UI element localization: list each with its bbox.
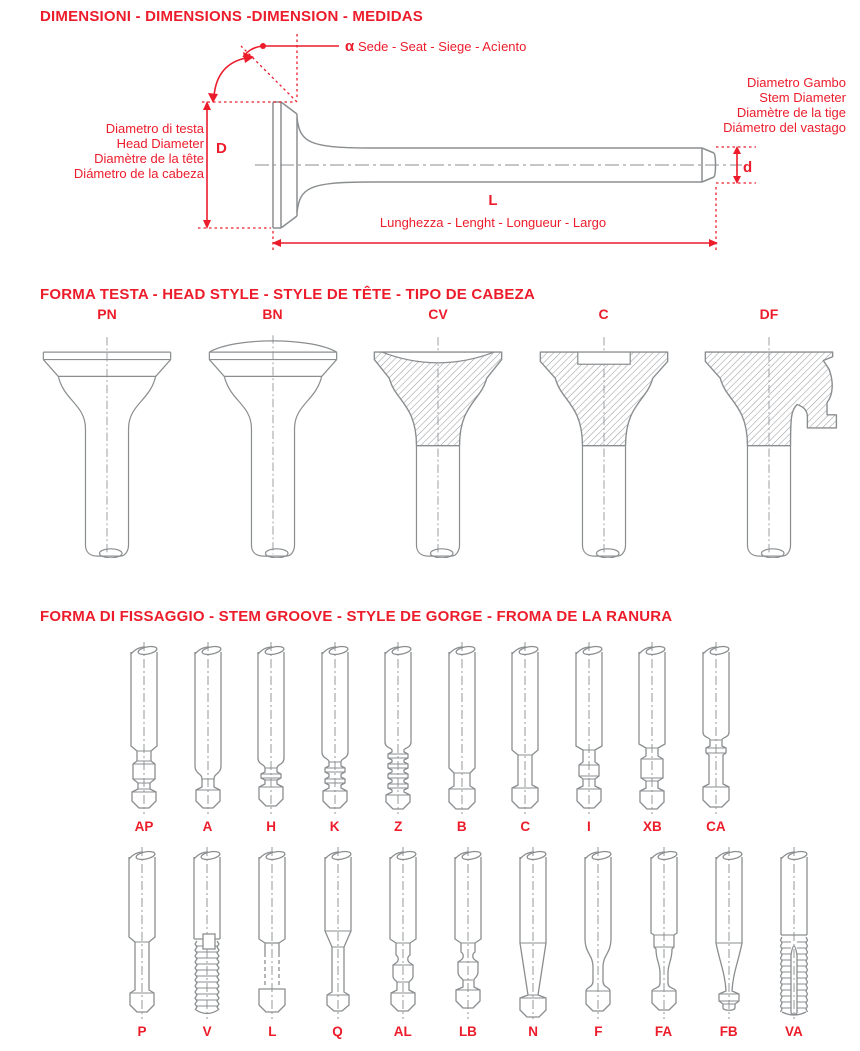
stem-groove-label-a: A bbox=[202, 819, 213, 834]
stem-groove-figure-z bbox=[368, 640, 428, 834]
head-style-c-drawing bbox=[529, 324, 679, 558]
head-style-df-drawing bbox=[694, 324, 844, 558]
length-label: Lunghezza - Lenght - Longueur - Largo bbox=[379, 215, 607, 230]
head-style-label-df: DF bbox=[759, 306, 779, 322]
stem-groove-a-drawing bbox=[178, 640, 238, 816]
stem-groove-label-n: N bbox=[528, 1024, 538, 1039]
seat-leader-dot bbox=[260, 43, 266, 49]
stem-groove-label-p: P bbox=[137, 1024, 147, 1039]
stem-groove-ap-drawing bbox=[114, 640, 174, 816]
stem-groove-label-al: AL bbox=[393, 1024, 412, 1039]
length-symbol: L bbox=[488, 192, 498, 209]
stem-groove-label-l: L bbox=[268, 1024, 277, 1039]
seat-angle-symbol: α bbox=[345, 38, 355, 55]
stem-groove-label-fa: FA bbox=[654, 1024, 673, 1039]
stem-groove-label-v: V bbox=[202, 1024, 212, 1039]
stem-groove-ca-drawing bbox=[686, 640, 746, 816]
stem-groove-section-title: FORMA DI FISSAGGIO - STEM GROOVE - STYLE DE GORGE - FROMA DE LA RANURA bbox=[40, 608, 673, 625]
stem-groove-lb-drawing bbox=[438, 845, 498, 1021]
stem-groove-l-drawing bbox=[242, 845, 302, 1021]
stem-groove-label-k: K bbox=[329, 819, 340, 834]
stem-groove-n-drawing bbox=[503, 845, 563, 1021]
valve-dimension-drawing bbox=[0, 0, 860, 262]
stem-groove-b-drawing bbox=[432, 640, 492, 816]
stem-diameter-line-1: Diametro Gambo bbox=[747, 75, 846, 90]
head-diameter-line-4: Diámetro de la cabeza bbox=[73, 166, 204, 181]
head-style-figure-c bbox=[529, 306, 679, 558]
head-style-cv-drawing bbox=[363, 324, 513, 558]
stem-groove-label-c: C bbox=[520, 819, 531, 834]
stem-groove-label-f: F bbox=[594, 1024, 603, 1039]
head-style-label-bn: BN bbox=[262, 306, 283, 322]
stem-groove-figure-lb bbox=[438, 845, 498, 1039]
stem-groove-figure-ca bbox=[686, 640, 746, 834]
stem-groove-fa-drawing bbox=[634, 845, 694, 1021]
head-style-section-title: FORMA TESTA - HEAD STYLE - STYLE DE TÊTE - TIPO DE CABEZA bbox=[40, 286, 536, 303]
stem-groove-figure-l bbox=[242, 845, 302, 1039]
stem-groove-c-drawing bbox=[495, 640, 555, 816]
stem-groove-label-b: B bbox=[456, 819, 467, 834]
stem-groove-label-z: Z bbox=[394, 819, 403, 834]
stem-groove-h-drawing bbox=[241, 640, 301, 816]
stem-groove-label-ap: AP bbox=[134, 819, 154, 834]
head-style-figure-cv bbox=[363, 306, 513, 558]
stem-groove-row-1 bbox=[114, 640, 746, 834]
stem-groove-label-h: H bbox=[266, 819, 276, 834]
head-style-figure-pn bbox=[32, 306, 182, 558]
head-style-label-pn: PN bbox=[97, 306, 117, 322]
stem-groove-label-lb: LB bbox=[458, 1024, 477, 1039]
stem-groove-label-xb: XB bbox=[642, 819, 662, 834]
stem-groove-figure-f bbox=[568, 845, 628, 1039]
stem-groove-figure-p bbox=[112, 845, 172, 1039]
head-style-row bbox=[32, 306, 844, 558]
head-style-bn-drawing bbox=[198, 324, 348, 558]
stem-groove-label-ca: CA bbox=[706, 819, 726, 834]
stem-groove-figure-v bbox=[177, 845, 237, 1039]
stem-groove-figure-k bbox=[305, 640, 365, 834]
stem-groove-figure-fa bbox=[634, 845, 694, 1039]
stem-groove-label-i: I bbox=[586, 819, 591, 834]
head-style-figure-bn bbox=[198, 306, 348, 558]
stem-groove-v-drawing bbox=[177, 845, 237, 1021]
stem-groove-figure-xb bbox=[622, 640, 682, 834]
stem-groove-figure-c bbox=[495, 640, 555, 834]
stem-groove-figure-h bbox=[241, 640, 301, 834]
stem-diameter-line-2: Stem Diameter bbox=[759, 90, 846, 105]
head-style-label-cv: CV bbox=[428, 306, 448, 322]
head-diameter-symbol: D bbox=[216, 140, 227, 157]
stem-groove-q-drawing bbox=[308, 845, 368, 1021]
stem-groove-p-drawing bbox=[112, 845, 172, 1021]
head-diameter-line-3: Diamètre de la tête bbox=[94, 151, 204, 166]
head-diameter-line-2: Head Diameter bbox=[116, 136, 204, 151]
head-style-pn-drawing bbox=[32, 324, 182, 558]
stem-groove-f-drawing bbox=[568, 845, 628, 1021]
stem-groove-label-va: VA bbox=[784, 1024, 803, 1039]
stem-groove-figure-a bbox=[178, 640, 238, 834]
stem-groove-figure-al bbox=[373, 845, 433, 1039]
stem-groove-z-drawing bbox=[368, 640, 428, 816]
stem-groove-va-drawing bbox=[764, 845, 824, 1021]
head-style-label-c: C bbox=[598, 306, 609, 322]
stem-groove-label-q: Q bbox=[332, 1024, 343, 1039]
stem-groove-fb-drawing bbox=[699, 845, 759, 1021]
stem-groove-figure-i bbox=[559, 640, 619, 834]
stem-diameter-line-4: Diámetro del vastago bbox=[723, 120, 846, 135]
stem-groove-label-fb: FB bbox=[719, 1024, 738, 1039]
stem-groove-figure-va bbox=[764, 845, 824, 1039]
stem-groove-row-2 bbox=[112, 845, 824, 1039]
stem-groove-i-drawing bbox=[559, 640, 619, 816]
stem-groove-k-drawing bbox=[305, 640, 365, 816]
stem-diameter-line-3: Diamètre de la tige bbox=[736, 105, 846, 120]
stem-diameter-symbol: d bbox=[743, 159, 753, 176]
stem-groove-figure-b bbox=[432, 640, 492, 834]
head-diameter-line-1: Diametro di testa bbox=[105, 121, 204, 136]
stem-groove-xb-drawing bbox=[622, 640, 682, 816]
head-style-figure-df bbox=[694, 306, 844, 558]
stem-groove-figure-n bbox=[503, 845, 563, 1039]
stem-groove-al-drawing bbox=[373, 845, 433, 1021]
dimensions-section-title: DIMENSIONI - DIMENSIONS -DIMENSION - MEDIDAS bbox=[40, 8, 423, 25]
stem-groove-figure-q bbox=[308, 845, 368, 1039]
seat-label: Sede - Seat - Siege - Acìento bbox=[358, 39, 527, 54]
stem-groove-figure-ap bbox=[114, 640, 174, 834]
stem-groove-figure-fb bbox=[699, 845, 759, 1039]
